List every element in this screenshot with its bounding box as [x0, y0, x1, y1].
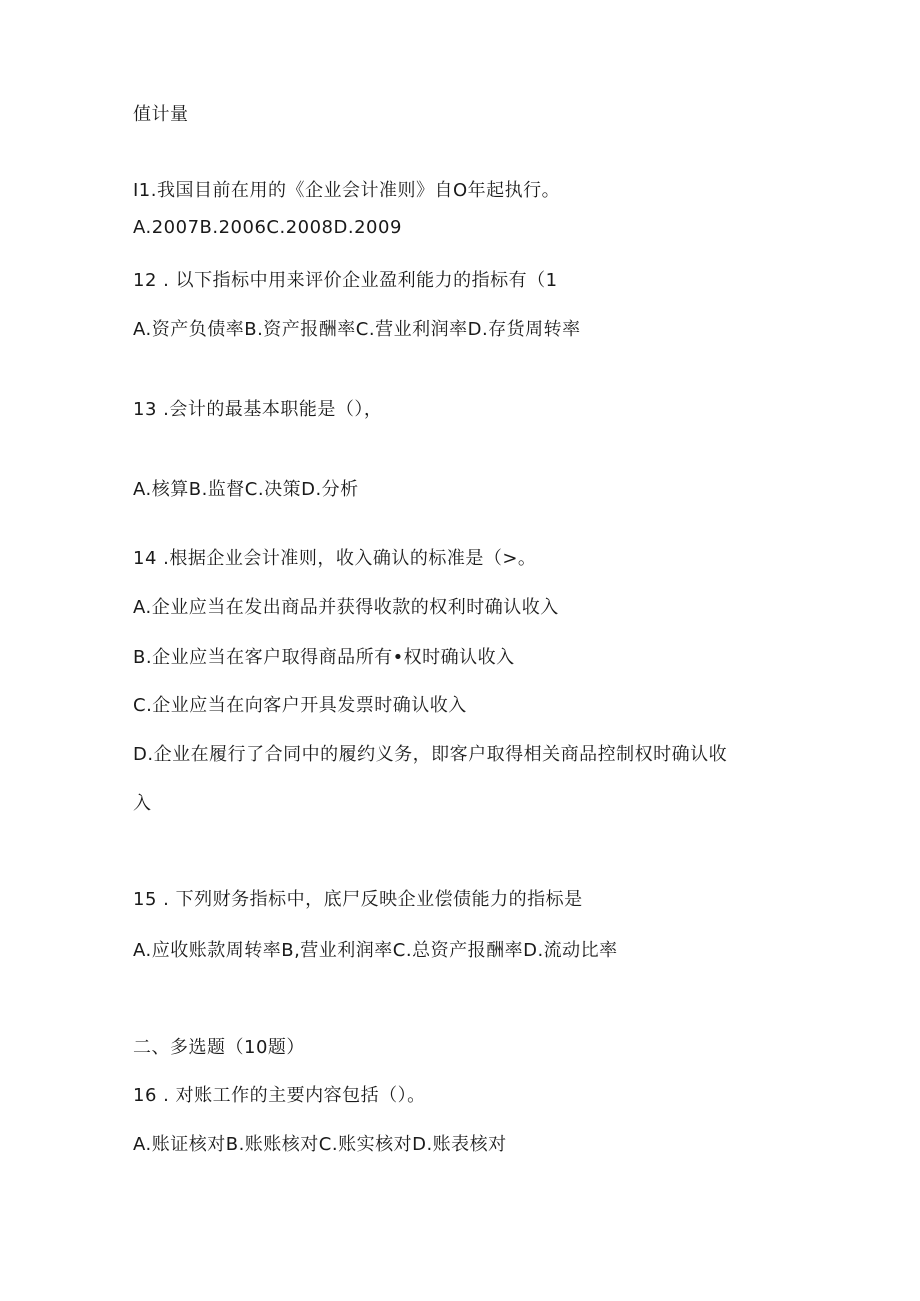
- question-11-options: A.2007B.2006C.2008D.2009: [133, 217, 402, 238]
- question-14-option-b: B.企业应当在客户取得商品所有•权时确认收入: [133, 647, 515, 668]
- question-12-options: A.资产负债率B.资产报酬率C.营业利润率D.存货周转率: [133, 319, 581, 340]
- question-13: 13 .会计的最基本职能是（），: [133, 399, 383, 420]
- question-14-option-c: C.企业应当在向客户开具发票时确认收入: [133, 695, 467, 716]
- question-14-option-d-continuation: 入: [133, 793, 152, 814]
- question-15: 15 . 下列财务指标中，底尸反映企业偿债能力的指标是: [133, 889, 583, 910]
- question-13-options: A.核算B.监督C.决策D.分析: [133, 479, 359, 500]
- question-14-option-a: A.企业应当在发出商品并获得收款的权利时确认收入: [133, 597, 559, 618]
- question-16: 16 . 对账工作的主要内容包括（）。: [133, 1085, 426, 1106]
- question-12: 12 . 以下指标中用来评价企业盈利能力的指标有（1: [133, 270, 558, 291]
- question-15-options: A.应收账款周转率B,营业利润率C.总资产报酬率D.流动比率: [133, 940, 618, 961]
- question-14: 14 .根据企业会计准则，收入确认的标准是（>。: [133, 548, 537, 569]
- question-11: I1.我国目前在用的《企业会计准则》自O年起执行。: [133, 180, 561, 201]
- question-16-options: A.账证核对B.账账核对C.账实核对D.账表核对: [133, 1134, 507, 1155]
- section-heading-multiple-choice: 二、多选题（10题）: [133, 1037, 305, 1058]
- text-line-continuation: 值计量: [133, 104, 189, 125]
- question-14-option-d: D.企业在履行了合同中的履约义务，即客户取得相关商品控制权时确认收: [133, 744, 728, 765]
